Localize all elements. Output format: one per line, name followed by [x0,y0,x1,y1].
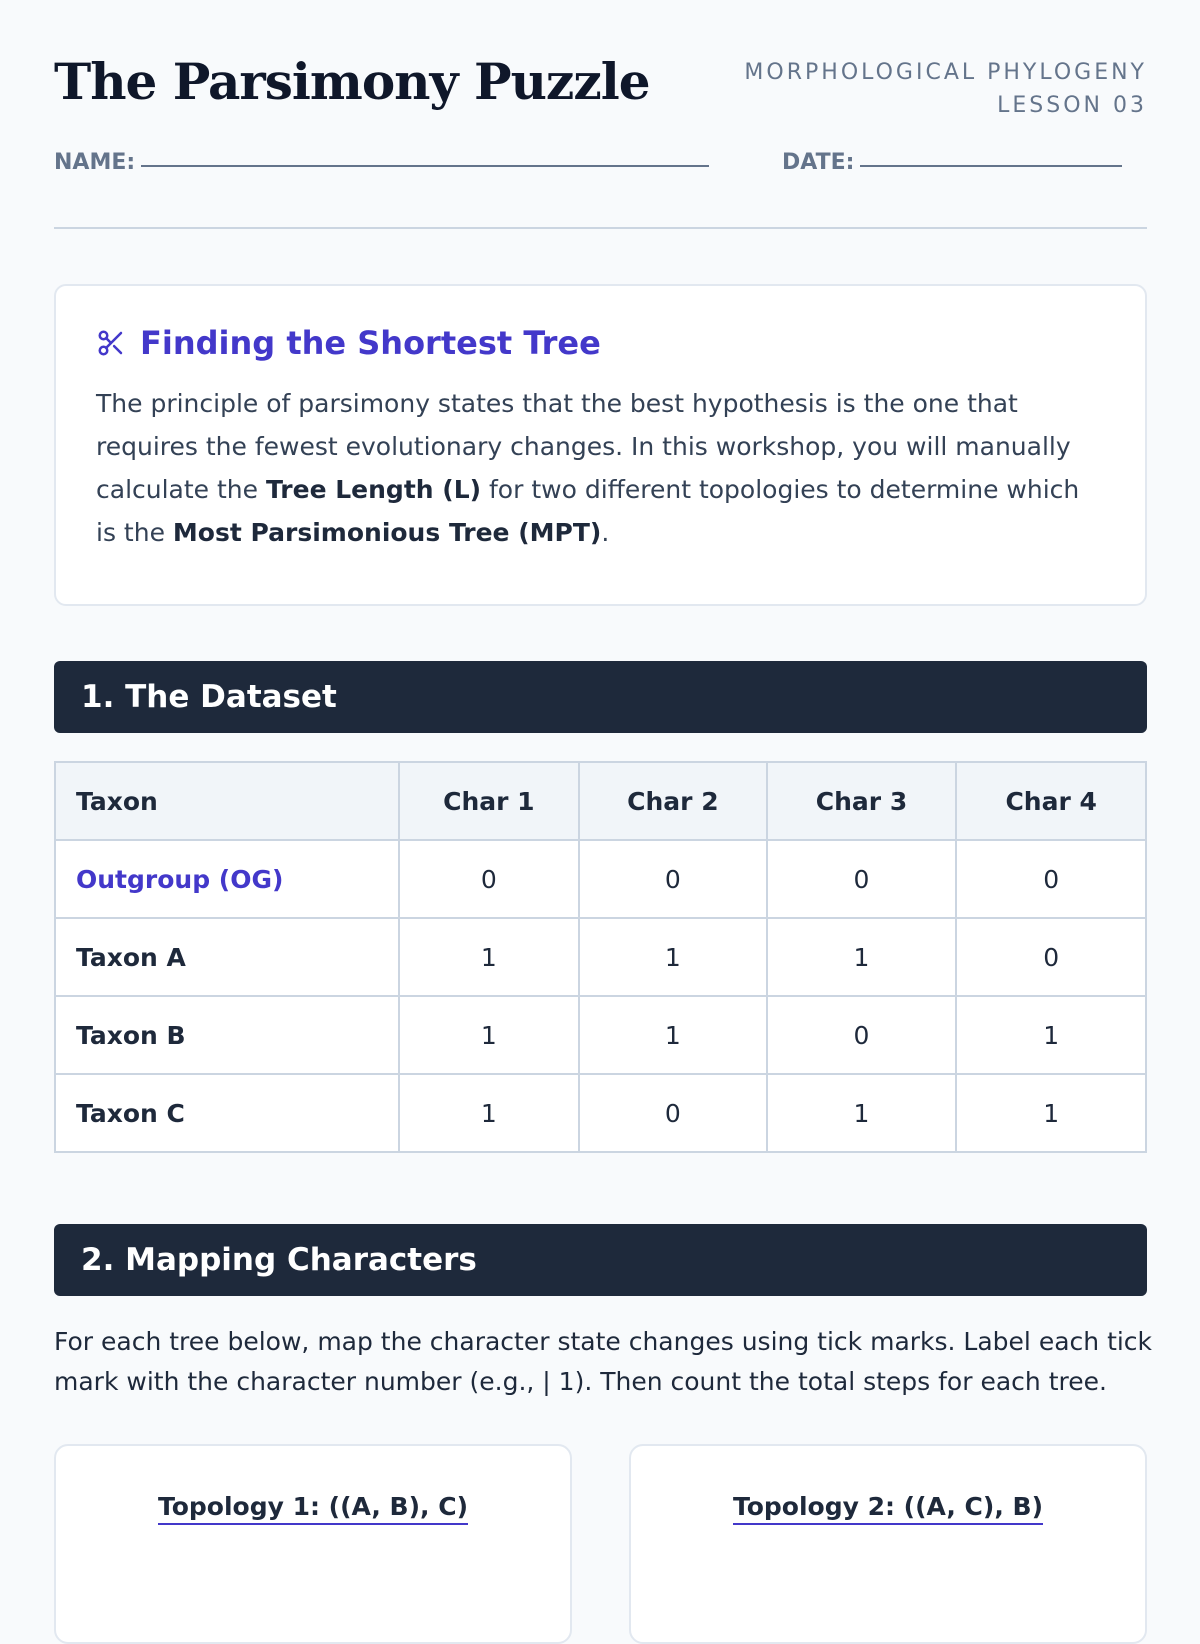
column-header: Char 4 [956,762,1146,840]
character-state: 1 [399,996,579,1074]
character-state: 1 [399,918,579,996]
character-state: 0 [767,840,957,918]
character-state: 1 [767,1074,957,1152]
character-state: 1 [579,918,767,996]
intro-title: Finding the Shortest Tree [140,324,601,362]
table-header-row [55,762,1146,840]
dataset-table [54,761,1147,1153]
table-row [55,918,1146,996]
topology-2-card[interactable] [629,1444,1147,1644]
lesson-meta [744,56,1147,122]
subject-label: MORPHOLOGICAL PHYLOGENY [744,60,1147,85]
character-state: 1 [767,918,957,996]
page-title: The Parsimony Puzzle [54,52,650,111]
date-line[interactable] [860,165,1122,167]
taxon-name: Taxon B [55,996,399,1074]
section-dataset-header: 1. The Dataset [54,661,1147,733]
column-header: Char 2 [579,762,767,840]
header-divider [54,227,1147,229]
intro-heading [96,324,1105,362]
table-row [55,1074,1146,1152]
name-line[interactable] [141,165,709,167]
character-state: 1 [956,1074,1146,1152]
scissors-icon [96,328,126,358]
taxon-name: Taxon A [55,918,399,996]
table-row [55,996,1146,1074]
topology-1-label: Topology 1: ((A, B), C) [158,1492,468,1525]
character-state: 0 [767,996,957,1074]
column-header: Char 1 [399,762,579,840]
topology-2-label: Topology 2: ((A, C), B) [733,1492,1043,1525]
term-tree-length: Tree Length (L) [265,475,482,504]
section-mapping-header: 2. Mapping Characters [54,1224,1147,1296]
date-label: DATE: [782,150,855,175]
intro-text: The principle of parsimony states that the best hypothesis is the one that requires the fewest evolutionary changes. In this workshop, you will manually calculate the Tree Length (L) for two different topologies to determine which is the Most Parsimonious Tree (MPT). [96,389,1080,547]
mapping-instructions: For each tree below, map the character state changes using tick marks. Label each tick mark with the character number (e.g., | 1). Then count the total steps for each tree. [54,1327,1153,1396]
taxon-name: Outgroup (OG) [55,840,399,918]
character-state: 0 [399,840,579,918]
name-field[interactable] [54,150,709,175]
character-state: 1 [956,996,1146,1074]
character-state: 0 [579,1074,767,1152]
intro-card [54,284,1147,606]
column-header: Char 3 [767,762,957,840]
character-state: 1 [399,1074,579,1152]
character-state: 1 [579,996,767,1074]
column-header: Taxon [55,762,399,840]
character-state: 0 [956,840,1146,918]
character-state: 0 [956,918,1146,996]
topology-1-card[interactable] [54,1444,572,1644]
name-label: NAME: [54,150,136,175]
character-state: 0 [579,840,767,918]
lesson-label: LESSON 03 [997,93,1147,118]
table-row [55,840,1146,918]
taxon-name: Taxon C [55,1074,399,1152]
date-field[interactable] [782,150,1122,175]
term-mpt: Most Parsimonious Tree (MPT) [172,518,602,547]
